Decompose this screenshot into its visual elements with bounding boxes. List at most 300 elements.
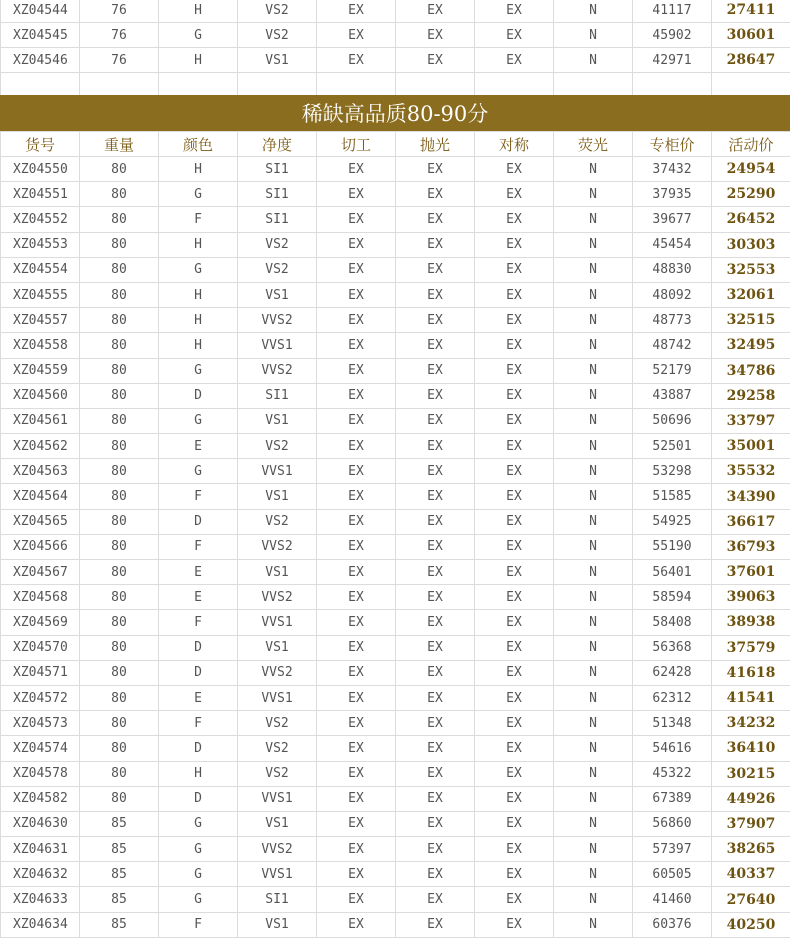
table-row — [1, 23, 790, 48]
item-code-cell: XZ04569 — [1, 610, 80, 635]
clarity-cell: SI1 — [238, 887, 317, 912]
column-header: 净度 — [238, 132, 317, 157]
retail-price-cell: 52179 — [633, 358, 712, 383]
clarity-cell: VS2 — [238, 761, 317, 786]
item-code-cell: XZ04546 — [1, 48, 80, 73]
item-code-cell: XZ04557 — [1, 308, 80, 333]
clarity-cell: VS2 — [238, 23, 317, 48]
retail-price-cell: 62428 — [633, 660, 712, 685]
clarity-cell: VS2 — [238, 257, 317, 282]
sale-price-cell: 26452 — [712, 207, 790, 232]
cut-cell: EX — [317, 23, 396, 48]
weight-cell: 76 — [80, 23, 159, 48]
item-code-cell: XZ04634 — [1, 912, 80, 937]
symmetry-cell: EX — [475, 383, 554, 408]
cut-cell: EX — [317, 585, 396, 610]
table-row — [1, 358, 790, 383]
cut-cell: EX — [317, 660, 396, 685]
retail-price-cell: 45454 — [633, 232, 712, 257]
clarity-cell: VS2 — [238, 736, 317, 761]
weight-cell: 80 — [80, 232, 159, 257]
cut-cell: EX — [317, 207, 396, 232]
sale-price-cell: 37579 — [712, 635, 790, 660]
color-grade-cell: G — [159, 408, 238, 433]
sale-price-cell: 34786 — [712, 358, 790, 383]
item-code-cell: XZ04544 — [1, 0, 80, 23]
item-code-cell: XZ04554 — [1, 257, 80, 282]
item-code-cell: XZ04578 — [1, 761, 80, 786]
table-row — [1, 837, 790, 862]
color-grade-cell: D — [159, 509, 238, 534]
weight-cell: 80 — [80, 534, 159, 559]
table-row — [1, 333, 790, 358]
item-code-cell: XZ04562 — [1, 434, 80, 459]
cut-cell: EX — [317, 257, 396, 282]
weight-cell: 80 — [80, 282, 159, 307]
sale-price-cell: 35532 — [712, 459, 790, 484]
column-header: 抛光 — [396, 132, 475, 157]
color-grade-cell: D — [159, 786, 238, 811]
clarity-cell: VS1 — [238, 484, 317, 509]
weight-cell: 80 — [80, 257, 159, 282]
color-grade-cell: E — [159, 585, 238, 610]
polish-cell: EX — [396, 685, 475, 710]
polish-cell: EX — [396, 660, 475, 685]
spacer-row — [1, 73, 790, 97]
symmetry-cell: EX — [475, 308, 554, 333]
polish-cell: EX — [396, 484, 475, 509]
table-row — [1, 207, 790, 232]
weight-cell: 80 — [80, 711, 159, 736]
color-grade-cell: F — [159, 912, 238, 937]
section-banner — [0, 95, 790, 131]
weight-cell: 80 — [80, 635, 159, 660]
symmetry-cell: EX — [475, 459, 554, 484]
weight-cell: 80 — [80, 585, 159, 610]
polish-cell: EX — [396, 48, 475, 73]
table-row — [1, 711, 790, 736]
table-row — [1, 560, 790, 585]
symmetry-cell: EX — [475, 786, 554, 811]
column-header: 对称 — [475, 132, 554, 157]
sale-price-cell: 30601 — [712, 23, 790, 48]
polish-cell: EX — [396, 408, 475, 433]
symmetry-cell: EX — [475, 48, 554, 73]
cut-cell: EX — [317, 887, 396, 912]
retail-price-cell: 48742 — [633, 333, 712, 358]
retail-price-cell: 56401 — [633, 560, 712, 585]
table-row — [1, 610, 790, 635]
weight-cell: 76 — [80, 48, 159, 73]
polish-cell: EX — [396, 459, 475, 484]
color-grade-cell: G — [159, 182, 238, 207]
retail-price-cell: 43887 — [633, 383, 712, 408]
sale-price-cell: 32515 — [712, 308, 790, 333]
weight-cell: 80 — [80, 685, 159, 710]
color-grade-cell: E — [159, 685, 238, 710]
clarity-cell: VVS2 — [238, 308, 317, 333]
clarity-cell: VS1 — [238, 635, 317, 660]
retail-price-cell: 54925 — [633, 509, 712, 534]
polish-cell: EX — [396, 23, 475, 48]
color-grade-cell: D — [159, 660, 238, 685]
sale-price-cell: 38265 — [712, 837, 790, 862]
section-title: 稀缺高品质80-90分 — [301, 102, 489, 126]
column-header: 货号 — [1, 132, 80, 157]
empty-cell — [396, 73, 475, 97]
cut-cell: EX — [317, 232, 396, 257]
weight-cell: 85 — [80, 862, 159, 887]
weight-cell: 80 — [80, 383, 159, 408]
sale-price-cell: 37907 — [712, 811, 790, 836]
clarity-cell: VS1 — [238, 560, 317, 585]
retail-price-cell: 51585 — [633, 484, 712, 509]
clarity-cell: VS1 — [238, 48, 317, 73]
sale-price-cell: 32495 — [712, 333, 790, 358]
cut-cell: EX — [317, 484, 396, 509]
table-row — [1, 761, 790, 786]
weight-cell: 80 — [80, 207, 159, 232]
symmetry-cell: EX — [475, 534, 554, 559]
weight-cell: 80 — [80, 182, 159, 207]
clarity-cell: VVS2 — [238, 837, 317, 862]
weight-cell: 80 — [80, 333, 159, 358]
table-row — [1, 232, 790, 257]
fluorescence-cell: N — [554, 484, 633, 509]
symmetry-cell: EX — [475, 257, 554, 282]
item-code-cell: XZ04573 — [1, 711, 80, 736]
symmetry-cell: EX — [475, 509, 554, 534]
retail-price-cell: 58408 — [633, 610, 712, 635]
fluorescence-cell: N — [554, 358, 633, 383]
clarity-cell: VVS2 — [238, 585, 317, 610]
symmetry-cell: EX — [475, 837, 554, 862]
sale-price-cell: 25290 — [712, 182, 790, 207]
cut-cell: EX — [317, 333, 396, 358]
sale-price-cell: 30215 — [712, 761, 790, 786]
item-code-cell: XZ04558 — [1, 333, 80, 358]
cut-cell: EX — [317, 157, 396, 182]
cut-cell: EX — [317, 811, 396, 836]
table-row — [1, 635, 790, 660]
sale-price-cell: 41618 — [712, 660, 790, 685]
symmetry-cell: EX — [475, 358, 554, 383]
color-grade-cell: G — [159, 257, 238, 282]
empty-cell — [712, 73, 790, 97]
symmetry-cell: EX — [475, 182, 554, 207]
empty-cell — [80, 73, 159, 97]
fluorescence-cell: N — [554, 459, 633, 484]
sale-price-cell: 36410 — [712, 736, 790, 761]
retail-price-cell: 55190 — [633, 534, 712, 559]
fluorescence-cell: N — [554, 610, 633, 635]
cut-cell: EX — [317, 862, 396, 887]
weight-cell: 80 — [80, 484, 159, 509]
polish-cell: EX — [396, 257, 475, 282]
empty-cell — [238, 73, 317, 97]
retail-price-cell: 53298 — [633, 459, 712, 484]
cut-cell: EX — [317, 685, 396, 710]
table-row — [1, 736, 790, 761]
item-code-cell: XZ04559 — [1, 358, 80, 383]
color-grade-cell: H — [159, 232, 238, 257]
color-grade-cell: F — [159, 207, 238, 232]
fluorescence-cell: N — [554, 257, 633, 282]
retail-price-cell: 62312 — [633, 685, 712, 710]
item-code-cell: XZ04551 — [1, 182, 80, 207]
item-code-cell: XZ04631 — [1, 837, 80, 862]
retail-price-cell: 51348 — [633, 711, 712, 736]
empty-cell — [1, 73, 80, 97]
symmetry-cell: EX — [475, 736, 554, 761]
cut-cell: EX — [317, 308, 396, 333]
clarity-cell: VVS2 — [238, 660, 317, 685]
cut-cell: EX — [317, 459, 396, 484]
table-row — [1, 257, 790, 282]
polish-cell: EX — [396, 0, 475, 23]
fluorescence-cell: N — [554, 0, 633, 23]
symmetry-cell: EX — [475, 912, 554, 937]
fluorescence-cell: N — [554, 23, 633, 48]
fluorescence-cell: N — [554, 560, 633, 585]
sale-price-cell: 40250 — [712, 912, 790, 937]
fluorescence-cell: N — [554, 786, 633, 811]
column-header: 重量 — [80, 132, 159, 157]
retail-price-cell: 48092 — [633, 282, 712, 307]
weight-cell: 80 — [80, 459, 159, 484]
cut-cell: EX — [317, 182, 396, 207]
sale-price-cell: 34390 — [712, 484, 790, 509]
fluorescence-cell: N — [554, 761, 633, 786]
weight-cell: 85 — [80, 912, 159, 937]
cut-cell: EX — [317, 912, 396, 937]
clarity-cell: VVS1 — [238, 333, 317, 358]
fluorescence-cell: N — [554, 182, 633, 207]
clarity-cell: VVS2 — [238, 358, 317, 383]
fluorescence-cell: N — [554, 887, 633, 912]
weight-cell: 80 — [80, 761, 159, 786]
table-row — [1, 383, 790, 408]
item-code-cell: XZ04553 — [1, 232, 80, 257]
fluorescence-cell: N — [554, 48, 633, 73]
clarity-cell: SI1 — [238, 383, 317, 408]
clarity-cell: SI1 — [238, 207, 317, 232]
table-row — [1, 786, 790, 811]
color-grade-cell: H — [159, 282, 238, 307]
symmetry-cell: EX — [475, 23, 554, 48]
color-grade-cell: H — [159, 157, 238, 182]
cut-cell: EX — [317, 786, 396, 811]
weight-cell: 85 — [80, 811, 159, 836]
clarity-cell: VS2 — [238, 711, 317, 736]
color-grade-cell: H — [159, 308, 238, 333]
clarity-cell: VVS1 — [238, 459, 317, 484]
clarity-cell: VS2 — [238, 232, 317, 257]
clarity-cell: VS2 — [238, 434, 317, 459]
empty-cell — [159, 73, 238, 97]
sale-price-cell: 41541 — [712, 685, 790, 710]
item-code-cell: XZ04560 — [1, 383, 80, 408]
weight-cell: 80 — [80, 308, 159, 333]
sale-price-cell: 35001 — [712, 434, 790, 459]
fluorescence-cell: N — [554, 837, 633, 862]
fluorescence-cell: N — [554, 635, 633, 660]
weight-cell: 80 — [80, 408, 159, 433]
sale-price-cell: 27411 — [712, 0, 790, 23]
symmetry-cell: EX — [475, 585, 554, 610]
fluorescence-cell: N — [554, 711, 633, 736]
polish-cell: EX — [396, 610, 475, 635]
cut-cell: EX — [317, 383, 396, 408]
color-grade-cell: E — [159, 434, 238, 459]
polish-cell: EX — [396, 761, 475, 786]
fluorescence-cell: N — [554, 282, 633, 307]
table-row — [1, 862, 790, 887]
cut-cell: EX — [317, 358, 396, 383]
sale-price-cell: 36617 — [712, 509, 790, 534]
color-grade-cell: D — [159, 736, 238, 761]
sale-price-cell: 28647 — [712, 48, 790, 73]
weight-cell: 80 — [80, 660, 159, 685]
sale-price-cell: 34232 — [712, 711, 790, 736]
column-header: 切工 — [317, 132, 396, 157]
fluorescence-cell: N — [554, 534, 633, 559]
symmetry-cell: EX — [475, 685, 554, 710]
retail-price-cell: 41117 — [633, 0, 712, 23]
weight-cell: 85 — [80, 887, 159, 912]
symmetry-cell: EX — [475, 660, 554, 685]
polish-cell: EX — [396, 157, 475, 182]
fluorescence-cell: N — [554, 736, 633, 761]
polish-cell: EX — [396, 434, 475, 459]
empty-cell — [317, 73, 396, 97]
weight-cell: 80 — [80, 736, 159, 761]
symmetry-cell: EX — [475, 610, 554, 635]
retail-price-cell: 56368 — [633, 635, 712, 660]
table-header-row — [1, 132, 790, 157]
table-row — [1, 308, 790, 333]
fluorescence-cell: N — [554, 509, 633, 534]
item-code-cell: XZ04555 — [1, 282, 80, 307]
item-code-cell: XZ04552 — [1, 207, 80, 232]
color-grade-cell: F — [159, 610, 238, 635]
symmetry-cell: EX — [475, 862, 554, 887]
table-row — [1, 434, 790, 459]
retail-price-cell: 52501 — [633, 434, 712, 459]
clarity-cell: VS1 — [238, 811, 317, 836]
polish-cell: EX — [396, 837, 475, 862]
retail-price-cell: 67389 — [633, 786, 712, 811]
item-code-cell: XZ04632 — [1, 862, 80, 887]
diamond-price-table — [0, 131, 790, 938]
item-code-cell: XZ04574 — [1, 736, 80, 761]
color-grade-cell: F — [159, 484, 238, 509]
polish-cell: EX — [396, 736, 475, 761]
sale-price-cell: 24954 — [712, 157, 790, 182]
item-code-cell: XZ04550 — [1, 157, 80, 182]
weight-cell: 80 — [80, 358, 159, 383]
retail-price-cell: 45902 — [633, 23, 712, 48]
clarity-cell: VVS1 — [238, 610, 317, 635]
color-grade-cell: G — [159, 837, 238, 862]
table-row — [1, 534, 790, 559]
clarity-cell: VS1 — [238, 282, 317, 307]
clarity-cell: VVS2 — [238, 534, 317, 559]
clarity-cell: VS1 — [238, 408, 317, 433]
item-code-cell: XZ04570 — [1, 635, 80, 660]
polish-cell: EX — [396, 358, 475, 383]
fluorescence-cell: N — [554, 660, 633, 685]
clarity-cell: VVS1 — [238, 862, 317, 887]
color-grade-cell: D — [159, 635, 238, 660]
polish-cell: EX — [396, 811, 475, 836]
cut-cell: EX — [317, 761, 396, 786]
symmetry-cell: EX — [475, 207, 554, 232]
retail-price-cell: 58594 — [633, 585, 712, 610]
retail-price-cell: 54616 — [633, 736, 712, 761]
polish-cell: EX — [396, 232, 475, 257]
table-row — [1, 484, 790, 509]
item-code-cell: XZ04566 — [1, 534, 80, 559]
retail-price-cell: 37935 — [633, 182, 712, 207]
sale-price-cell: 39063 — [712, 585, 790, 610]
retail-price-cell: 50696 — [633, 408, 712, 433]
clarity-cell: VS2 — [238, 0, 317, 23]
symmetry-cell: EX — [475, 484, 554, 509]
polish-cell: EX — [396, 862, 475, 887]
symmetry-cell: EX — [475, 0, 554, 23]
color-grade-cell: G — [159, 459, 238, 484]
table-row — [1, 157, 790, 182]
retail-price-cell: 48830 — [633, 257, 712, 282]
color-grade-cell: G — [159, 862, 238, 887]
table-row — [1, 459, 790, 484]
polish-cell: EX — [396, 560, 475, 585]
fluorescence-cell: N — [554, 157, 633, 182]
color-grade-cell: H — [159, 761, 238, 786]
empty-cell — [475, 73, 554, 97]
item-code-cell: XZ04563 — [1, 459, 80, 484]
fluorescence-cell: N — [554, 383, 633, 408]
symmetry-cell: EX — [475, 333, 554, 358]
weight-cell: 80 — [80, 560, 159, 585]
sale-price-cell: 27640 — [712, 887, 790, 912]
color-grade-cell: H — [159, 0, 238, 23]
polish-cell: EX — [396, 333, 475, 358]
cut-cell: EX — [317, 48, 396, 73]
cut-cell: EX — [317, 282, 396, 307]
item-code-cell: XZ04633 — [1, 887, 80, 912]
color-grade-cell: E — [159, 560, 238, 585]
retail-price-cell: 37432 — [633, 157, 712, 182]
polish-cell: EX — [396, 509, 475, 534]
polish-cell: EX — [396, 786, 475, 811]
table-row — [1, 887, 790, 912]
retail-price-cell: 57397 — [633, 837, 712, 862]
cut-cell: EX — [317, 837, 396, 862]
retail-price-cell: 42971 — [633, 48, 712, 73]
item-code-cell: XZ04572 — [1, 685, 80, 710]
weight-cell: 80 — [80, 434, 159, 459]
fluorescence-cell: N — [554, 207, 633, 232]
color-grade-cell: H — [159, 333, 238, 358]
sale-price-cell: 40337 — [712, 862, 790, 887]
retail-price-cell: 60505 — [633, 862, 712, 887]
cut-cell: EX — [317, 434, 396, 459]
cut-cell: EX — [317, 560, 396, 585]
previous-section-table — [0, 0, 790, 97]
empty-cell — [633, 73, 712, 97]
